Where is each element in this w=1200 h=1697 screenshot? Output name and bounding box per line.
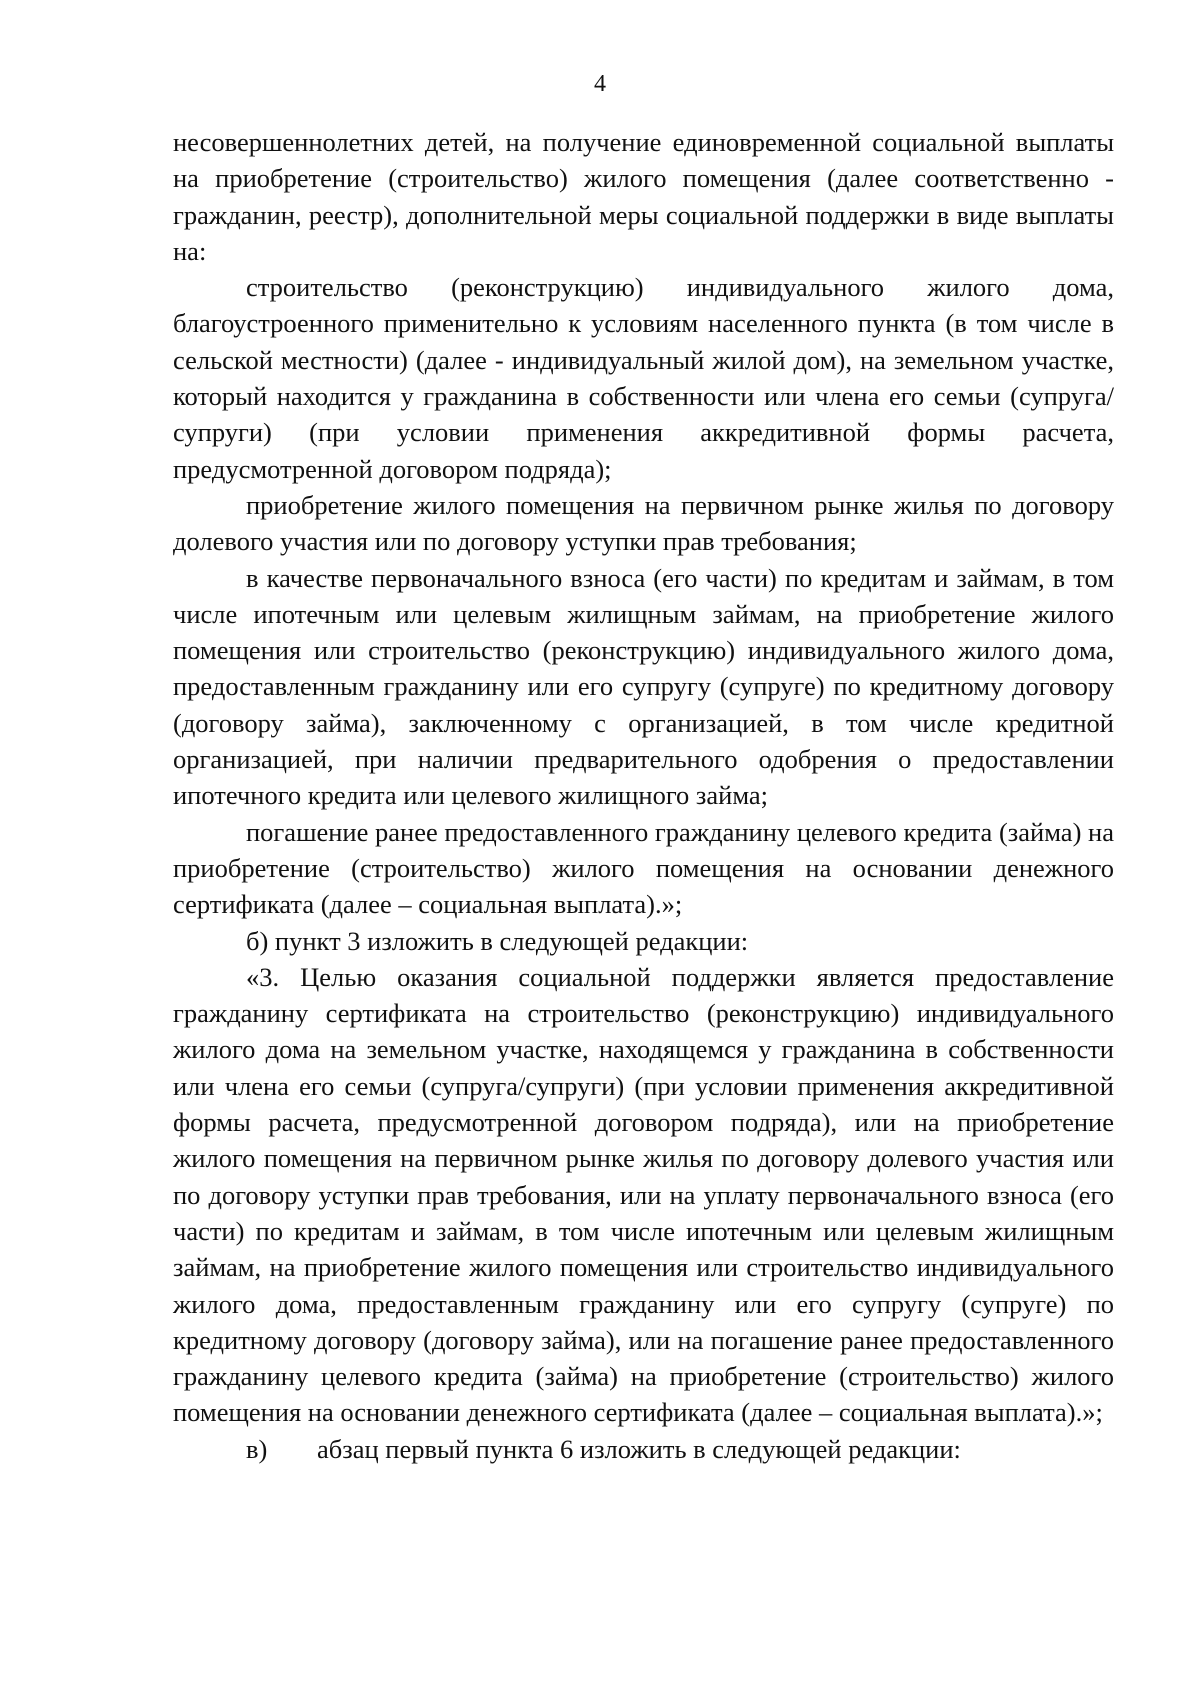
paragraph-down-payment: в качестве первоначального взноса (его части) по кредитам и займам, в том числе ипотечным или целевым жилищным займам, на приобретение жилого помещения или строительство (реконструкцию) индивидуального жилого дома, предоставленным гражданину или его супругу (супруге) по кредитному договору (договору займа), заключенному с организацией, в том числе кредитной организацией, при наличии предварительного одобрения о предоставлении ипотечного кредита или целевого жилищного займа; bbox=[173, 562, 1114, 811]
paragraph-repayment: погашение ранее предоставленного гражданину целевого кредита (займа) на приобретение (строительство) жилого помещения на основании денежного сертификата (далее – социальная выплата).»; bbox=[173, 816, 1114, 920]
paragraph-construction: строительство (реконструкцию) индивидуального жилого дома, благоустроенного применительно к условиям населенного пункта (в том числе в сельской местности) (далее - индивидуальный жилой дом), на земельном участке, который находится у гражданина в собственности или члена его семьи (супруга/супруги) (при условии применения аккредитивной формы расчета, предусмотренной договором подряда); bbox=[173, 272, 1114, 484]
paragraph-item-b: б) пункт 3 изложить в следующей редакции: bbox=[246, 925, 749, 956]
document-body bbox=[173, 124, 1114, 1467]
item-v-marker: в) bbox=[246, 1433, 268, 1464]
page-number: 4 bbox=[594, 71, 606, 97]
item-v-text: абзац первый пункта 6 изложить в следующей редакции: bbox=[317, 1433, 961, 1464]
paragraph-point-3: «3. Целью оказания социальной поддержки является предоставление гражданину сертификата на строительство (реконструкцию) индивидуального жилого дома на земельном участке, находящемся у гражданина в собственности или члена его семьи (супруга/супруги) (при условии применения аккредитивной формы расчета, предусмотренной договором подряда), или на приобретение жилого помещения на первичном рынке жилья по договору долевого участия или по договору уступки прав требования, или на уплату первоначального взноса (его части) по кредитам и займам, в том числе ипотечным или целевым жилищным займам, на приобретение жилого помещения или строительство индивидуального жилого дома, предоставленным гражданину или его супругу (супруге) по кредитному договору (договору займа), или на погашение ранее предоставленного гражданину целевого кредита (займа) на приобретение (строительство) жилого помещения на основании денежного сертификата (далее – социальная выплата).»; bbox=[173, 961, 1114, 1428]
paragraph-primary-market: приобретение жилого помещения на первичном рынке жилья по договору долевого участия или по договору уступки прав требования; bbox=[173, 489, 1114, 557]
paragraph-continuation: несовершеннолетних детей, на получение единовременной социальной выплаты на приобретение (строительство) жилого помещения (далее соответственно - гражданин, реестр), дополнительной меры социальной поддержки в виде выплаты на: bbox=[173, 127, 1114, 266]
paragraph-item-v bbox=[173, 1431, 1114, 1467]
